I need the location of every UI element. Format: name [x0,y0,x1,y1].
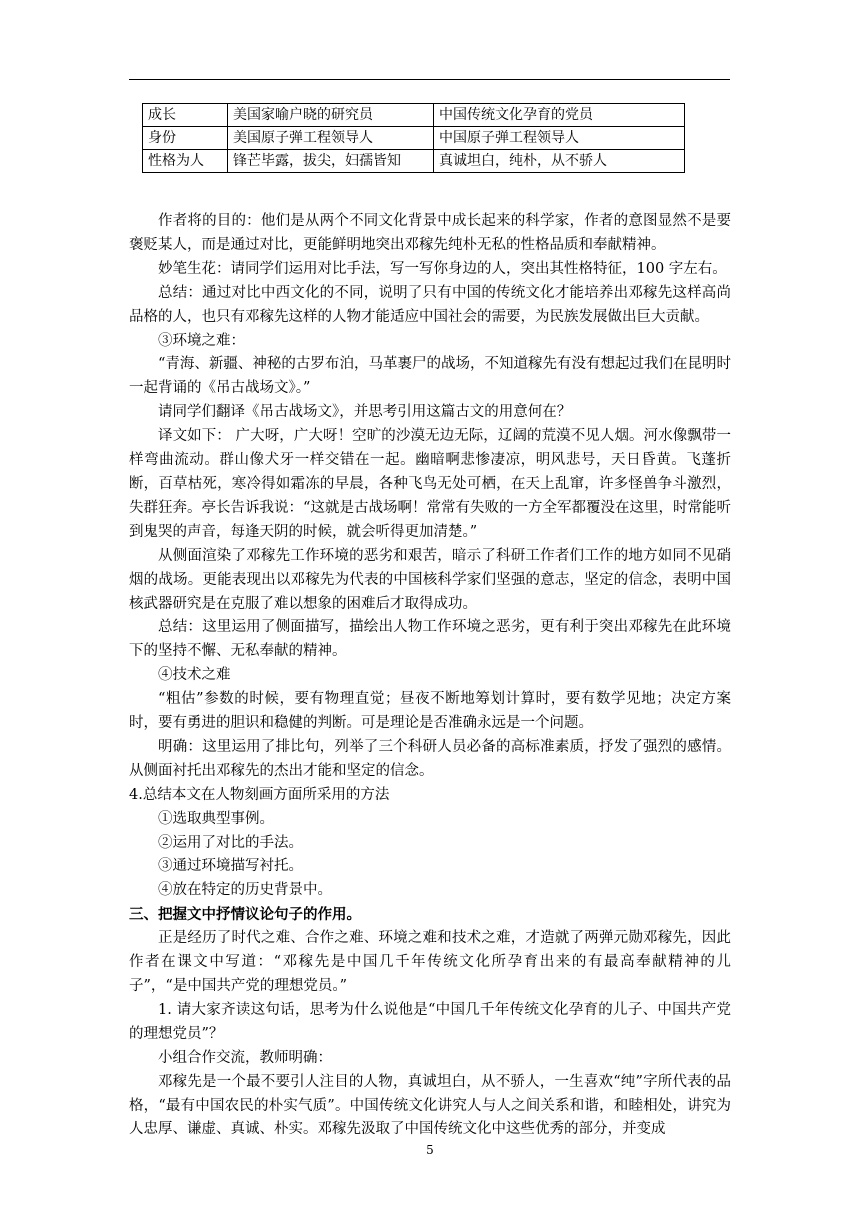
list-item: ②运用了对比的手法。 [158,834,303,851]
table-row [143,127,685,150]
comparison-table [142,103,685,173]
question-paragraph: 1. 请大家齐读这句话，思考为什么说他是“中国几千年传统文化孕育的儿子、中国共产党的理想党员”？ [129,1001,731,1042]
translation-paragraph: 译文如下： 广大呀，广大呀！空旷的沙漠无边无际，辽阔的荒漠不见人烟。河水像飘带一样弯曲流动。群山像犬牙一样交错在一起。幽暗啊悲惨凄凉，明风悲号，天日昏黄。飞蓬折断，百草枯死，寒冷得如霜冻的早晨，各种飞鸟无处可栖，在天上乱窜，许多怪兽争斗激烈，失群狂奔。亭长告诉我说：“这就是古战场啊！常常有失败的一方全军都覆没在这里，时常能听到鬼哭的声音，每逢天阴的时候，就会听得更加清楚。” [129,428,731,540]
paragraph: 妙笔生花：请同学们运用对比手法，写一写你身边的人，突出其性格特征，100 字左右。 [158,260,727,277]
table-cell: 身份 [143,127,228,150]
list-item: ③通过环境描写衬托。 [158,858,303,875]
table-cell: 中国传统文化孕育的党员 [434,104,685,127]
list-item: ④放在特定的历史背景中。 [158,882,332,899]
table-cell: 性格为人 [143,150,228,173]
table-row [143,104,685,127]
numbered-heading: 4.总结本文在人物刻画方面所采用的方法 [129,786,390,803]
paragraph: 从侧面渲染了邓稼先工作环境的恶劣和艰苦，暗示了科研工作者们工作的地方如同不见硝烟的战场。更能表现出以邓稼先为代表的中国核科学家们坚强的意志，坚定的信念，表明中国核武器研究是在克服了难以想象的困难后才取得成功。 [129,547,731,612]
paragraph: 小组合作交流，教师明确： [158,1049,332,1066]
table-cell: 锋芒毕露，拔尖，妇孺皆知 [228,150,434,173]
paragraph: 正是经历了时代之难、合作之难、环境之难和技术之难，才造就了两弹元勋邓稼先，因此作者在课文中写道：“邓稼先是中国几千年传统文化所孕育出来的有最高奉献精神的儿子”，“是中国共产党的理想党员。” [129,930,731,994]
table-cell: 美国家喻户晓的研究员 [228,104,434,127]
section-heading: ③环境之难： [158,332,245,349]
table-row [143,150,685,173]
table-cell: 真诚坦白，纯朴，从不骄人 [434,150,685,173]
quote-paragraph: “青海、新疆、神秘的古罗布泊，马革裹尸的战场，不知道稼先有没有想起过我们在昆明时一起背诵的《吊古战场文》。” [129,356,731,397]
section-heading: ④技术之难 [158,667,231,684]
table-cell: 成长 [143,104,228,127]
paragraph: 明确：这里运用了排比句，列举了三个科研人员必备的高标准素质，抒发了强烈的感情。从侧面衬托出邓稼先的杰出才能和坚定的信念。 [129,738,731,779]
paragraph: 总结：这里运用了侧面描写，描绘出人物工作环境之恶劣，更有利于突出邓稼先在此环境下的坚持不懈、无私奉献的精神。 [129,619,731,660]
table-cell: 中国原子弹工程领导人 [434,127,685,150]
list-item: ①选取典型事例。 [158,810,274,827]
section-heading-bold: 三、把握文中抒情议论句子的作用。 [129,906,361,924]
paragraph: 作者将的目的：他们是从两个不同文化背景中成长起来的科学家，作者的意图显然不是要褒贬某人，而是通过对比，更能鲜明地突出邓稼先纯朴无私的性格品质和奉献精神。 [129,213,731,253]
header-rule [129,79,730,80]
table-cell: 美国原子弹工程领导人 [228,127,434,150]
page-number: 5 [426,1143,434,1157]
paragraph: 总结：通过对比中西文化的不同，说明了只有中国的传统文化才能培养出邓稼先这样高尚品格的人，也只有邓稼先这样的人物才能适应中国社会的需要，为民族发展做出巨大贡献。 [129,284,731,325]
paragraph: 邓稼先是一个最不要引人注目的人物，真诚坦白，从不骄人，一生喜欢“纯”字所代表的品格，“最有中国农民的朴实气质”。中国传统文化讲究人与人之间关系和谐，和睦相处，讲究为人忠厚、谦虚、真诚、朴实。邓稼先汲取了中国传统文化中这些优秀的部分，并变成 [129,1073,731,1138]
quote-paragraph: “粗估”参数的时候，要有物理直觉；昼夜不断地筹划计算时，要有数学见地；决定方案时，要有勇进的胆识和稳健的判断。可是理论是否准确永远是一个问题。 [129,691,731,732]
body-text [129,210,731,1142]
paragraph: 请同学们翻译《吊古战场文》，并思考引用这篇古文的用意何在？ [158,404,572,421]
